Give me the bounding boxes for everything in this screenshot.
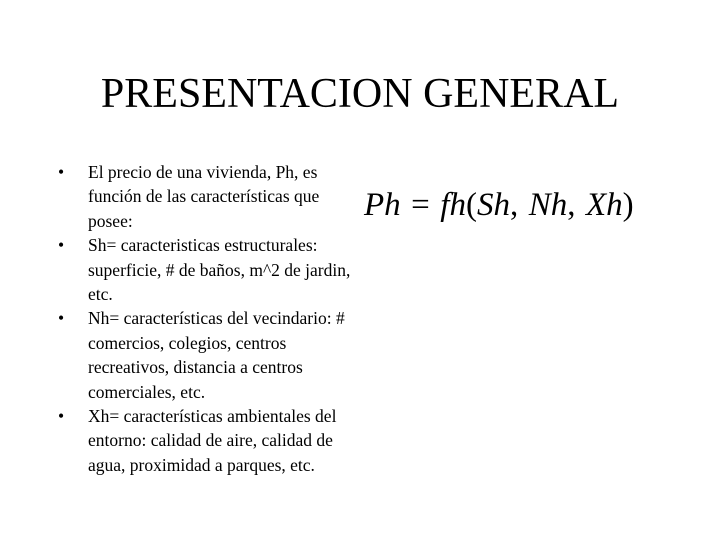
- formula-open-paren: (: [465, 187, 477, 223]
- formula-arg-sh: Sh: [476, 187, 510, 223]
- bullet-list: [56, 160, 356, 477]
- bullet-text: Xh= características ambientales del entorno: calidad de aire, calidad de agua, proximidad a parques, etc.: [88, 406, 337, 475]
- bullet-item-sh: [56, 233, 356, 306]
- hedonic-price-formula: [364, 182, 634, 227]
- bullet-marker: •: [58, 235, 65, 256]
- formula-equals: =: [411, 187, 430, 223]
- bullet-item-precio: [56, 160, 356, 233]
- formula-arg-nh: Nh: [528, 187, 568, 223]
- formula-arg-xh: Xh: [585, 187, 623, 223]
- formula-close-paren: ): [622, 187, 634, 223]
- formula-lhs: Ph: [364, 187, 401, 223]
- bullet-item-nh: [56, 306, 356, 404]
- slide-title: PRESENTACION GENERAL: [100, 71, 620, 117]
- bullet-text: Sh= caracteristicas estructurales: superficie, # de baños, m^2 de jardin, etc.: [88, 235, 351, 305]
- bullet-item-xh: [56, 404, 356, 477]
- bullet-marker: •: [58, 406, 65, 427]
- formula-comma: ,: [509, 187, 519, 223]
- formula-function-name: fh: [440, 187, 466, 223]
- bullet-marker: •: [58, 162, 65, 182]
- formula-comma: ,: [567, 187, 576, 223]
- bullet-text: El precio de una vivienda, Ph, es función de las características que posee:: [88, 162, 320, 231]
- bullet-marker: •: [58, 308, 65, 329]
- bullet-text: Nh= características del vecindario: # comercios, colegios, centros recreativos, distancia a centros comerciales, etc.: [88, 308, 345, 402]
